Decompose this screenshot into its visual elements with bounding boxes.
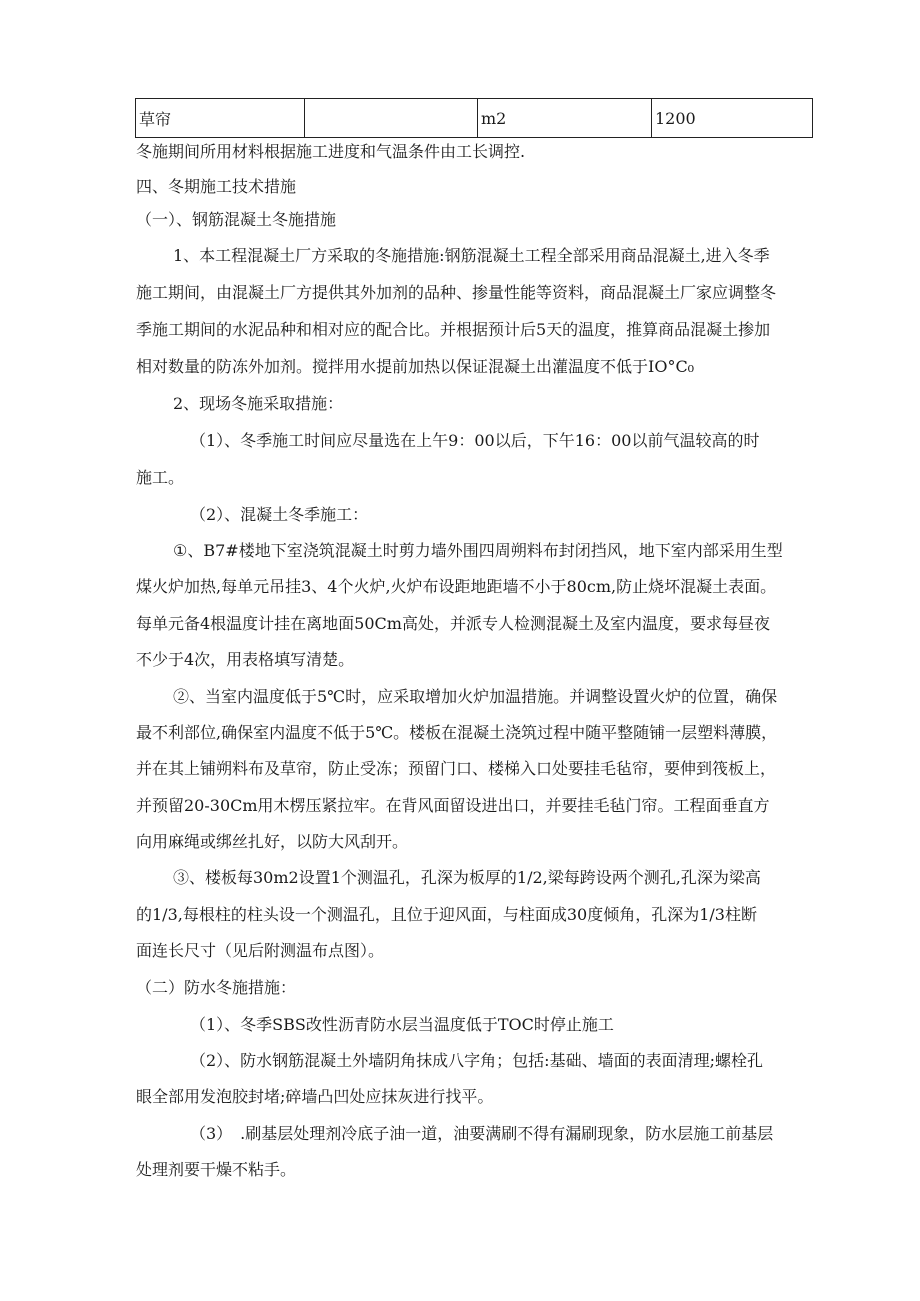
paragraph-line: 并预留20-30Cm用木楞压紧拉牢。在背风面留设进出口，并要挂毛毡门帘。工程面垂直方 (136, 796, 770, 815)
paragraph-line: （1）、冬季施工时间应尽量选在上午9：00以后，下午16：00以前气温较高的时 (190, 431, 760, 450)
table-row (136, 99, 813, 138)
paragraph-line: 不少于4次，用表格填写清楚。 (136, 650, 355, 669)
paragraph-line: 2、现场冬施采取措施： (173, 394, 344, 413)
paragraph-line: 相对数量的防冻外加剂。搅拌用水提前加热以保证混凝土出灌温度不低于IO°C₀ (136, 357, 695, 376)
paragraph-line: （2）、防水钢筋混凝土外墙阴角抹成八字角；包括:基础、墙面的表面清理;螺栓孔 (190, 1051, 763, 1070)
paragraph-line: （1）、冬季SBS改性沥青防水层当温度低于TOC时停止施工 (190, 1015, 614, 1034)
paragraph-line: ②、当室内温度低于5℃时，应采取增加火炉加温措施。并调整设置火炉的位置，确保 (173, 687, 778, 706)
paragraph-line: 煤火炉加热,每单元吊挂3、4个火炉,火炉布设距地距墙不小于80cm,防止烧坏混凝土表面。 (136, 577, 777, 596)
paragraph-line: 最不利部位,确保室内温度不低于5℃。楼板在混凝土浇筑过程中随平整随铺一层塑料薄膜， (136, 723, 778, 742)
paragraph-line: 眼全部用发泡胶封堵;碎墙凸凹处应抹灰进行找平。 (136, 1087, 494, 1106)
paragraph-line: ③、楼板每30m2设置1个测温孔，孔深为板厚的1/2,梁每跨设两个测孔,孔深为梁高 (173, 868, 761, 887)
materials-table (135, 98, 813, 138)
paragraph-line: ①、B7#楼地下室浇筑混凝土时剪力墙外围四周朔料布封闭挡风，地下室内部采用生型 (173, 541, 783, 560)
paragraph-line: （2）、混凝土冬季施工： (190, 505, 369, 524)
paragraph-line: 冬施期间所用材料根据施工进度和气温条件由工长调控. (136, 142, 526, 161)
subsection-heading: （二）防水冬施措施： (136, 978, 297, 997)
paragraph-line: 施工。 (136, 468, 185, 487)
table-cell: m2 (478, 99, 652, 138)
paragraph-line: 季施工期间的水泥品种和相对应的配合比。并根据预计后5天的温度，推算商品混凝土掺加 (136, 320, 771, 339)
table-cell: 草帘 (136, 99, 305, 138)
paragraph-line: 向用麻绳或绑丝扎好，以防大风刮开。 (136, 832, 409, 851)
table-cell: 1200 (652, 99, 813, 138)
paragraph-line: 施工期间，由混凝土厂方提供其外加剂的品种、掺量性能等资料，商品混凝土厂家应调整冬 (136, 283, 777, 302)
paragraph-line: （3） .刷基层处理剂冷底子油一道，油要满刷不得有漏刷现象，防水层施工前基层 (190, 1124, 774, 1143)
paragraph-line: 处理剂要干燥不粘手。 (136, 1160, 297, 1179)
paragraph-line: 每单元备4根温度计挂在离地面50Cm高处，并派专人检测混凝土及室内温度，要求每昼夜 (136, 614, 770, 633)
paragraph-line: 并在其上铺朔料布及草帘，防止受冻；预留门口、楼梯入口处要挂毛毡帘，要伸到筏板上， (136, 759, 777, 778)
section-heading: 四、冬期施工技术措施 (136, 177, 297, 196)
table-cell (305, 99, 478, 138)
paragraph-line: 的1/3,每根柱的柱头设一个测温孔，且位于迎风面，与柱面成30度倾角，孔深为1/3柱断 (136, 905, 757, 924)
paragraph-line: 面连长尺寸（见后附测温布点图）。 (136, 941, 385, 960)
paragraph-line: 1、本工程混凝土厂方采取的冬施措施:钢筋混凝土工程全部采用商品混凝土,进入冬季 (173, 246, 770, 265)
subsection-heading: （一）、钢筋混凝土冬施措施 (136, 210, 337, 229)
